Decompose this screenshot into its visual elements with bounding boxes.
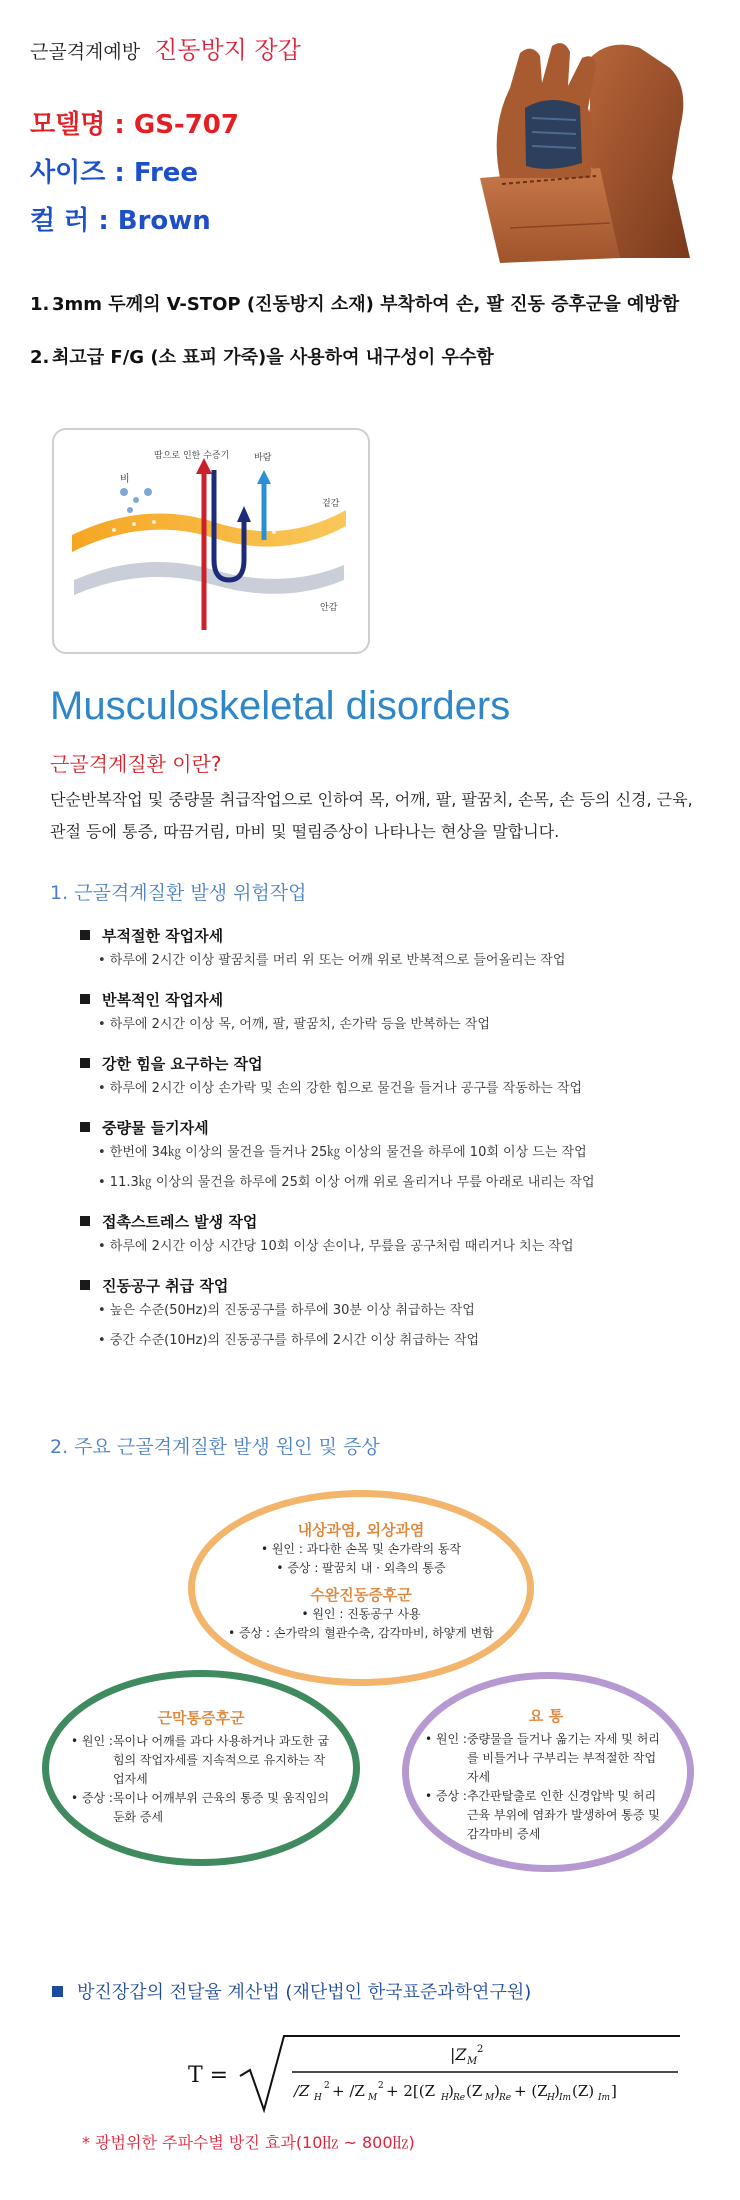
task-heading <box>80 1274 720 1296</box>
square-bullet-icon <box>52 1986 63 1997</box>
epicondylitis-ellipse <box>188 1490 534 1686</box>
section2-title: 2. 주요 근골격계질환 발생 원인 및 증상 <box>50 1436 380 1458</box>
material-layers-illustration <box>54 430 370 654</box>
task-heading <box>80 1052 720 1074</box>
task-group <box>80 1052 720 1104</box>
svg-text:]: ] <box>611 2082 617 2100</box>
task-heading <box>80 988 720 1010</box>
color-spec: 컬 러 : Brown <box>30 206 211 236</box>
task-heading-text: 반복적인 작업자세 <box>102 990 224 1009</box>
task-item: • 중간 수준(10Hz)의 진동공구를 하루에 2시간 이상 취급하는 작업 <box>98 1333 480 1348</box>
task-heading-text: 강한 힘을 요구하는 작업 <box>102 1054 263 1073</box>
task-heading <box>80 1116 720 1138</box>
svg-text:(Z: (Z <box>466 2082 483 2100</box>
diagram-label-rain: 비 <box>120 474 130 485</box>
ellipse-line: • 증상 : 팔꿈치 내 · 외측의 통증 <box>276 1561 446 1575</box>
msd-description: 단순반복작업 및 중량물 취급작업으로 인하여 목, 어깨, 팔, 팔꿈치, 손목, 손 등의 신경, 근육, 관절 등에 통증, 따끔거림, 마비 및 떨림증상이 나타나는 현상을 말합니다. <box>50 790 693 841</box>
feature-number: 1. <box>30 294 50 315</box>
svg-text:M: M <box>467 2056 478 2067</box>
task-heading <box>80 1210 720 1232</box>
task-group <box>80 988 720 1040</box>
svg-text:2: 2 <box>378 2081 384 2091</box>
risk-task-list <box>80 924 720 1368</box>
task-heading-text: 부적절한 작업자세 <box>102 926 224 945</box>
svg-text:2: 2 <box>324 2081 330 2091</box>
ellipse-line: • 증상 : 손가락의 혈관수축, 감각마비, 하얗게 변함 <box>228 1626 494 1640</box>
task-group <box>80 1116 720 1198</box>
task-item: • 하루에 2시간 이상 목, 어깨, 팔, 팔꿈치, 손가락 등을 반복하는 작업 <box>98 1017 490 1032</box>
svg-text:+ (Z: + (Z <box>514 2082 548 2100</box>
brand-text: 근골격계예방 <box>30 41 141 63</box>
svg-text:): ) <box>448 2082 454 2100</box>
transmissibility-formula <box>180 2030 700 2120</box>
ellipse-line: • 원인 : 과다한 손목 및 손가락의 동작 <box>260 1542 462 1556</box>
material-diagram <box>52 428 370 654</box>
back-pain-ellipse <box>402 1672 694 1872</box>
task-item: • 11.3㎏ 이상의 물건을 하루에 25회 이상 어깨 위로 올리거나 무릎 아래로 내리는 작업 <box>98 1175 595 1190</box>
feature-item <box>30 345 720 370</box>
svg-text:M: M <box>368 2093 378 2103</box>
svg-text:Im: Im <box>559 2093 572 2103</box>
cause-text: 목이나 어깨를 과다 사용하거나 과도한 굽힘의 작업자세를 지속적으로 유지하는 작업자세 <box>112 1734 330 1786</box>
task-item: • 하루에 2시간 이상 팔꿈치를 머리 위 또는 어깨 위로 반복적으로 들어올리는 작업 <box>98 953 566 968</box>
ellipse-body <box>71 1732 331 1827</box>
feature-text: 최고급 F/G (소 표피 가죽)을 사용하여 내구성이 우수함 <box>52 347 494 368</box>
feature-number: 2. <box>30 347 50 368</box>
ellipse-title: 요 통 <box>528 1707 564 1725</box>
msd-subtitle: 근골격계질환 이란? <box>50 752 222 776</box>
myofascial-ellipse <box>42 1670 360 1866</box>
svg-text:): ) <box>494 2082 500 2100</box>
task-item: • 한번에 34㎏ 이상의 물건을 들거나 25㎏ 이상의 물건을 하루에 10회 이상 드는 작업 <box>98 1145 587 1160</box>
symptom-label: • 증상 : <box>71 1791 113 1805</box>
frequency-note: * 광범위한 주파수별 방진 효과(10㎐ ~ 800㎐) <box>82 2133 415 2152</box>
cause-label: • 원인 : <box>425 1732 467 1746</box>
square-bullet-icon <box>80 1280 90 1290</box>
calc-title <box>52 1978 531 2004</box>
symptom-text: 추간판탈출로 인한 신경압박 및 허리 근육 부위에 염좌가 발생하여 통증 및 감각마비 증세 <box>466 1789 660 1841</box>
model-spec: 모델명 : GS-707 <box>30 110 239 140</box>
svg-text:M: M <box>485 2093 495 2103</box>
square-bullet-icon <box>80 994 90 1004</box>
glove-image <box>440 28 710 268</box>
header <box>30 30 450 65</box>
diagram-label-inner: 안감 <box>320 603 338 613</box>
task-heading-text: 접촉스트레스 발생 작업 <box>102 1212 258 1231</box>
task-heading-text: 진동공구 취급 작업 <box>102 1276 229 1295</box>
task-item: • 하루에 2시간 이상 시간당 10회 이상 손이나, 무릎을 공구처럼 때리거나 치는 작업 <box>98 1239 574 1254</box>
task-heading-text: 중량물 들기자세 <box>102 1118 209 1137</box>
svg-text:H: H <box>441 2093 449 2103</box>
task-item: • 하루에 2시간 이상 손가락 및 손의 강한 힘으로 물건을 들거나 공구를 작동하는 작업 <box>98 1081 583 1096</box>
task-group <box>80 924 720 976</box>
calc-title-text: 방진장갑의 전달율 계산법 (재단법인 한국표준과학연구원) <box>77 1982 532 2003</box>
feature-item <box>30 292 720 317</box>
feature-list <box>30 292 720 398</box>
svg-text:+ 2[(Z: + 2[(Z <box>386 2082 436 2100</box>
feature-text: 3mm 두께의 V-STOP (진동방지 소재) 부착하여 손, 팔 진동 증후군을 예방함 <box>52 294 680 315</box>
task-group <box>80 1210 720 1262</box>
symptom-text: 목이나 어깨부위 근육의 통증 및 움직임의 둔화 증세 <box>112 1791 330 1824</box>
ellipse-title: 수완진동증후군 <box>310 1586 412 1604</box>
ellipse-body <box>425 1730 667 1844</box>
svg-text:(Z): (Z) <box>572 2082 595 2100</box>
ellipse-title: 내상과염, 외상과염 <box>297 1521 425 1539</box>
svg-text:2: 2 <box>477 2044 484 2055</box>
section1-title: 1. 근골격계질환 발생 위험작업 <box>50 882 307 904</box>
diagram-label-wind: 바람 <box>254 453 272 463</box>
cause-text: 중량물을 들거나 옮기는 자세 및 허리를 비틀거나 구부리는 부적절한 작업자세 <box>466 1732 660 1784</box>
task-group <box>80 1274 720 1356</box>
square-bullet-icon <box>80 1216 90 1226</box>
svg-text:Im: Im <box>598 2093 611 2103</box>
square-bullet-icon <box>80 930 90 940</box>
formula-numerator: |Z <box>450 2045 467 2064</box>
svg-text:Re: Re <box>453 2093 466 2103</box>
task-item: • 높은 수준(50Hz)의 진동공구를 하루에 30분 이상 취급하는 작업 <box>98 1303 475 1318</box>
svg-text:/Z: /Z <box>294 2082 310 2100</box>
msd-title: Musculoskeletal disorders <box>50 684 511 728</box>
svg-text:): ) <box>554 2082 560 2100</box>
square-bullet-icon <box>80 1058 90 1068</box>
diagram-label-vapor: 땀으로 인한 수증기 <box>154 451 230 461</box>
product-title: 진동방지 장갑 <box>154 36 301 64</box>
cause-label: • 원인 : <box>71 1734 113 1748</box>
symptom-label: • 증상 : <box>425 1789 467 1803</box>
formula-lhs: T = <box>188 2063 229 2088</box>
svg-text:Re: Re <box>499 2093 512 2103</box>
ellipse-title: 근막통증후군 <box>157 1709 245 1727</box>
svg-text:H: H <box>314 2093 322 2103</box>
task-heading <box>80 924 720 946</box>
square-bullet-icon <box>80 1122 90 1132</box>
size-spec: 사이즈 : Free <box>30 158 199 188</box>
ellipse-line: • 원인 : 진동공구 사용 <box>301 1607 421 1621</box>
svg-text:H: H <box>547 2093 555 2103</box>
svg-text:+ /Z: + /Z <box>332 2082 365 2100</box>
diagram-label-outer: 겉감 <box>322 499 340 509</box>
